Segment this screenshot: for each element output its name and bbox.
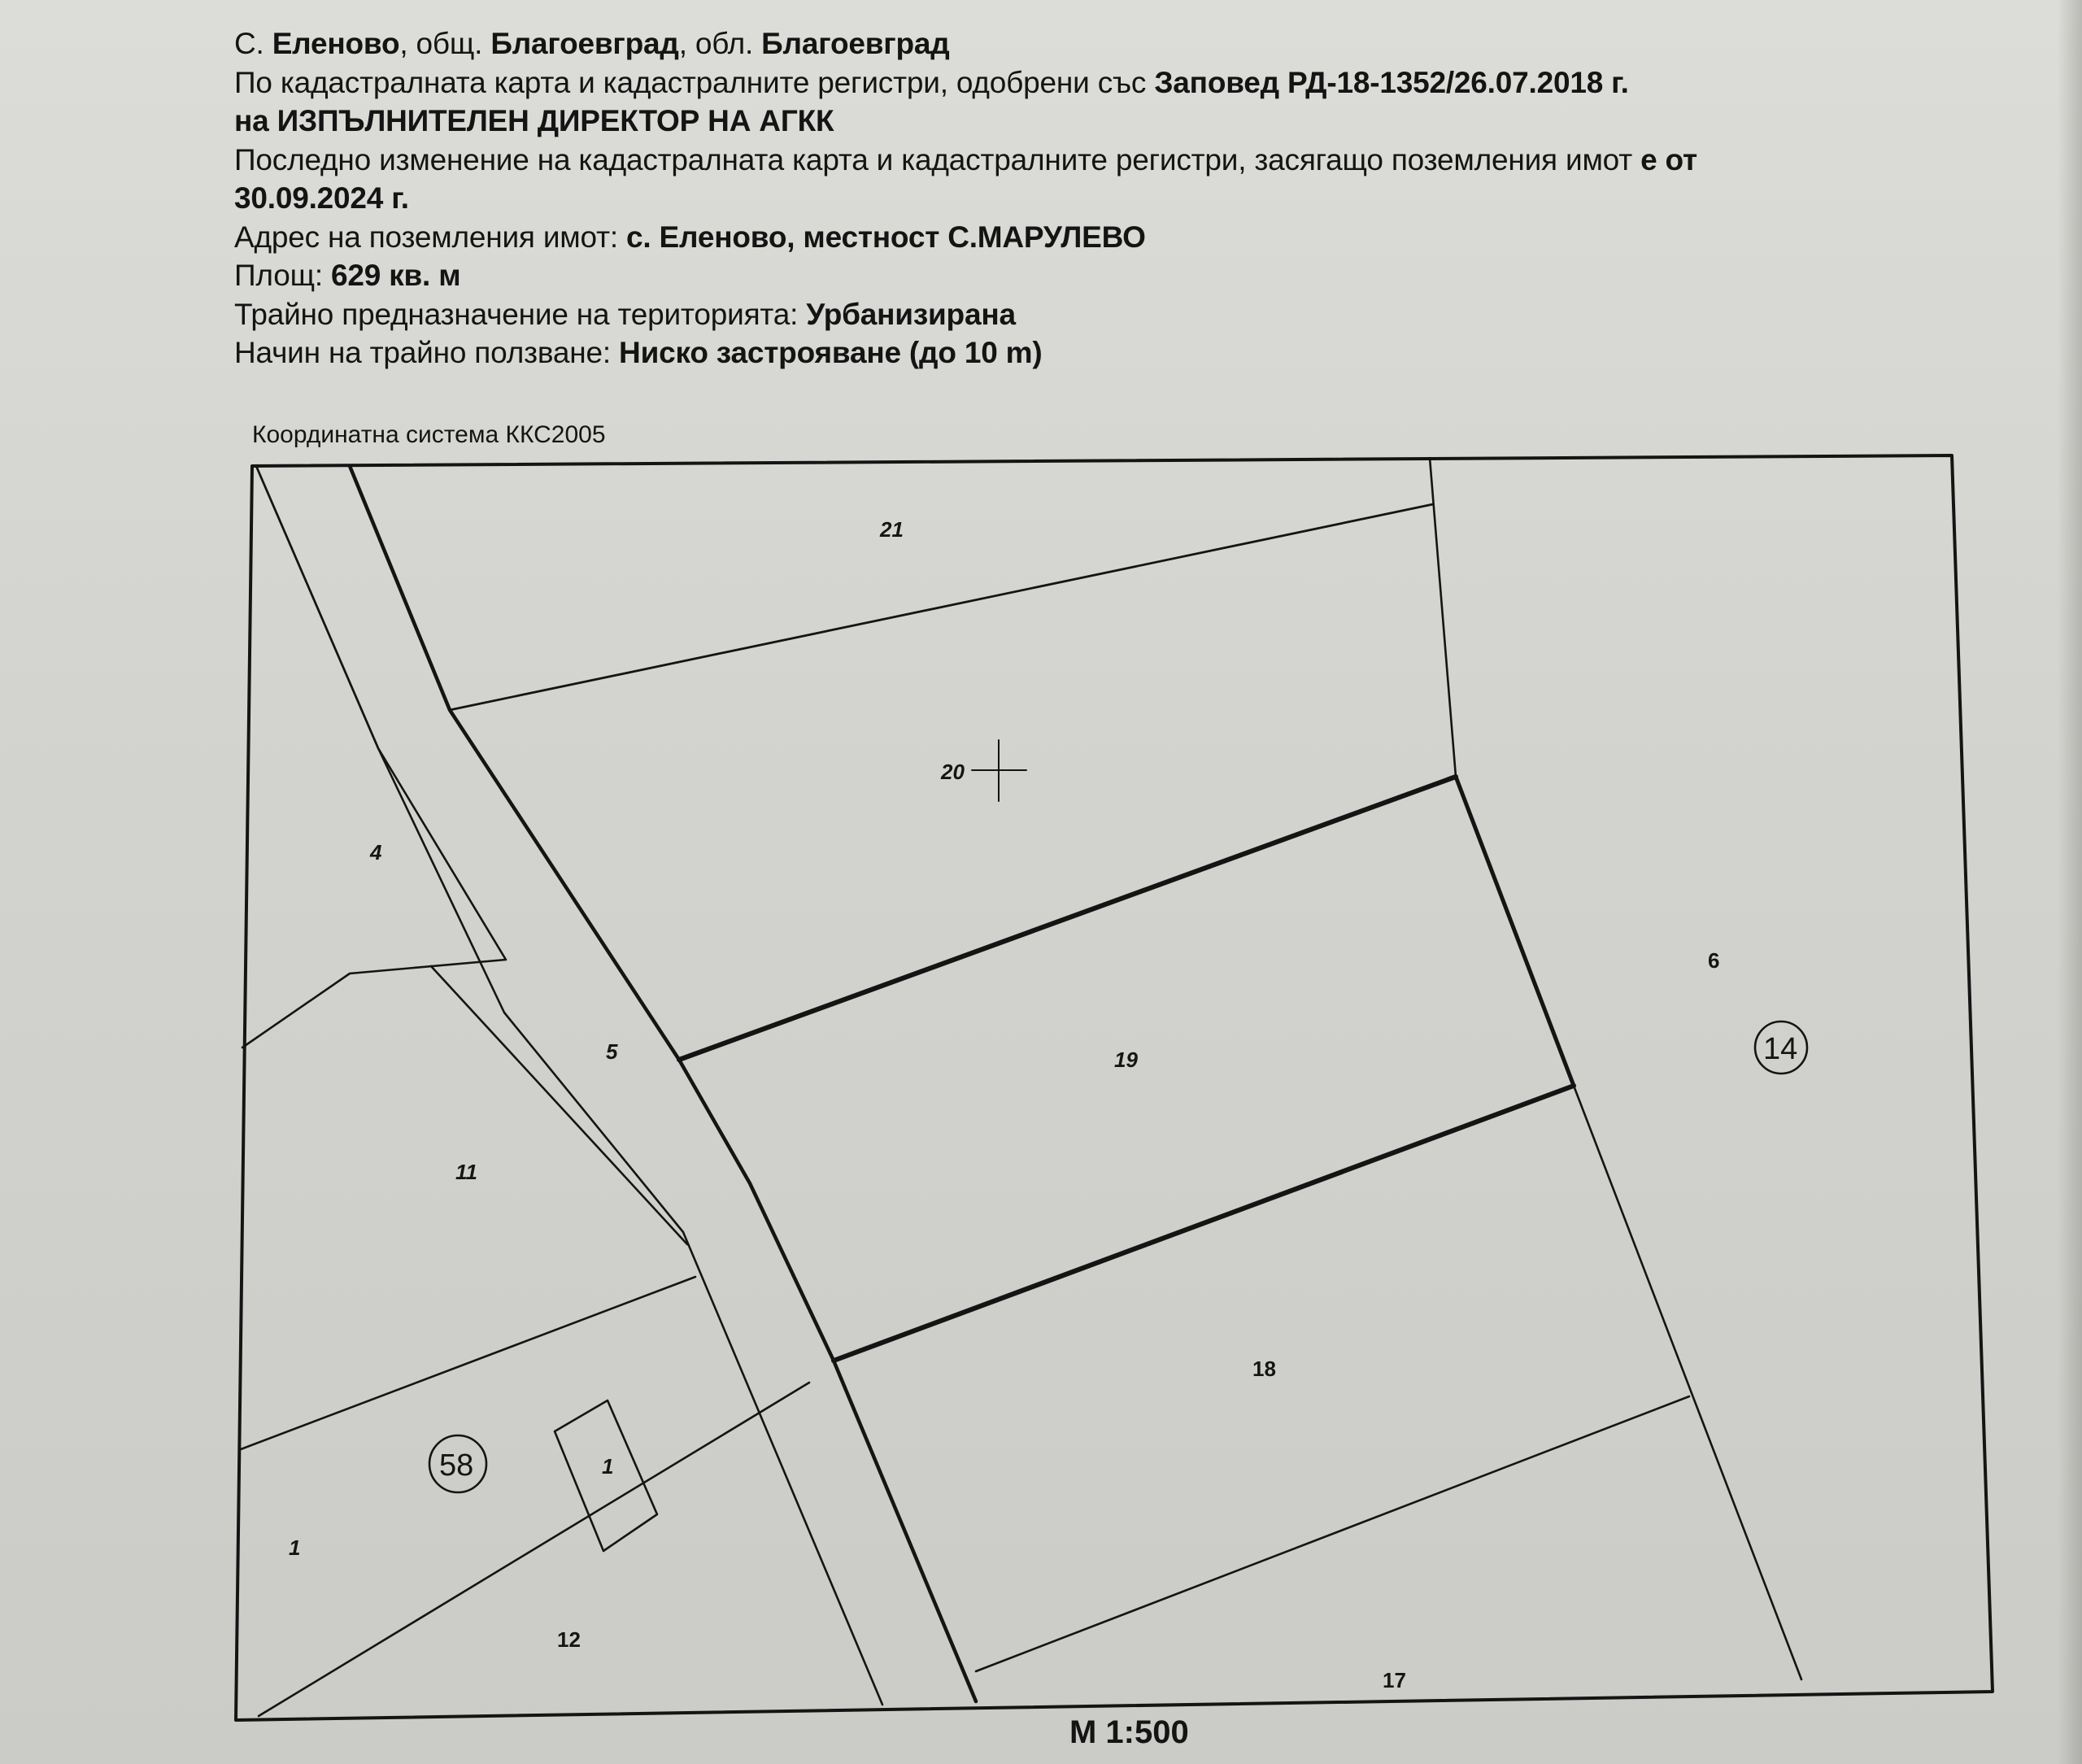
- boundary-11-1: [241, 1277, 695, 1449]
- block-number-14: 14: [1763, 1032, 1798, 1066]
- village-name: Еленово: [272, 27, 400, 60]
- area-value: 629 кв. м: [330, 259, 461, 292]
- parcel-label-17: 17: [1383, 1668, 1406, 1692]
- block-number-58: 58: [439, 1448, 474, 1483]
- coordinate-system-label: Координатна система ККС2005: [252, 421, 606, 448]
- header-text: , общ.: [399, 27, 491, 60]
- authority-name: на ИЗПЪЛНИТЕЛЕН ДИРЕКТОР НА АГКК: [234, 104, 834, 137]
- road-right-edge: [350, 466, 976, 1701]
- usage-value: Ниско застрояване (до 10 m): [619, 336, 1043, 369]
- address-value: с. Еленово, местност С.МАРУЛЕВО: [626, 220, 1146, 254]
- order-number: Заповед РД-18-1352/26.07.2018 г.: [1154, 65, 1629, 99]
- parcel-label-4: 4: [370, 840, 382, 865]
- parcel-label-6: 6: [1708, 948, 1720, 973]
- boundary-6-left: [1430, 458, 1801, 1679]
- boundary-1-12: [259, 1383, 809, 1716]
- area-label: Площ:: [234, 259, 331, 292]
- header-text: С.: [234, 27, 272, 60]
- parcel-label-19: 19: [1114, 1048, 1138, 1072]
- map-scale: М 1:500: [1069, 1714, 1189, 1750]
- road-left-edge: [256, 466, 882, 1705]
- subject-parcel-19-bottom: [834, 1086, 1574, 1361]
- address-label: Адрес на поземления имот:: [234, 220, 627, 254]
- parcel-11-boundary: [431, 966, 687, 1244]
- parcel-4-boundary: [242, 466, 506, 1048]
- subject-parcel-19-right: [1456, 777, 1574, 1086]
- territory-purpose-value: Урбанизирана: [806, 297, 1016, 331]
- header-text: Последно изменение на кадастралната карта и кадастралните регистри, засягащо поземления имот: [234, 142, 1641, 176]
- parcel-label-21: 21: [880, 517, 904, 542]
- municipality-name: Благоевград: [490, 27, 679, 60]
- header-text: , обл.: [678, 27, 762, 60]
- parcel-label-11: 11: [455, 1160, 477, 1184]
- boundary-21-20: [450, 504, 1433, 710]
- header-text: По кадастралната карта и кадастралните регистри, одобрени със: [234, 65, 1155, 99]
- map-frame: [236, 455, 1993, 1720]
- boundary-18-17: [976, 1396, 1689, 1671]
- parcel-label-20: 20: [941, 760, 965, 784]
- parcel-label-18: 18: [1252, 1357, 1276, 1381]
- building-label-1: 1: [602, 1454, 614, 1479]
- usage-label: Начин на трайно ползване:: [234, 336, 620, 369]
- parcel-label-12: 12: [557, 1627, 581, 1652]
- territory-purpose-label: Трайно предназначение на територията:: [234, 297, 807, 331]
- region-name: Благоевград: [761, 27, 950, 60]
- last-change-date: 30.09.2024 г.: [234, 181, 409, 215]
- header-text-bold: е от: [1640, 142, 1697, 176]
- subject-parcel-19-top: [679, 777, 1456, 1060]
- parcel-label-1: 1: [289, 1535, 301, 1560]
- parcel-label-5: 5: [606, 1039, 618, 1064]
